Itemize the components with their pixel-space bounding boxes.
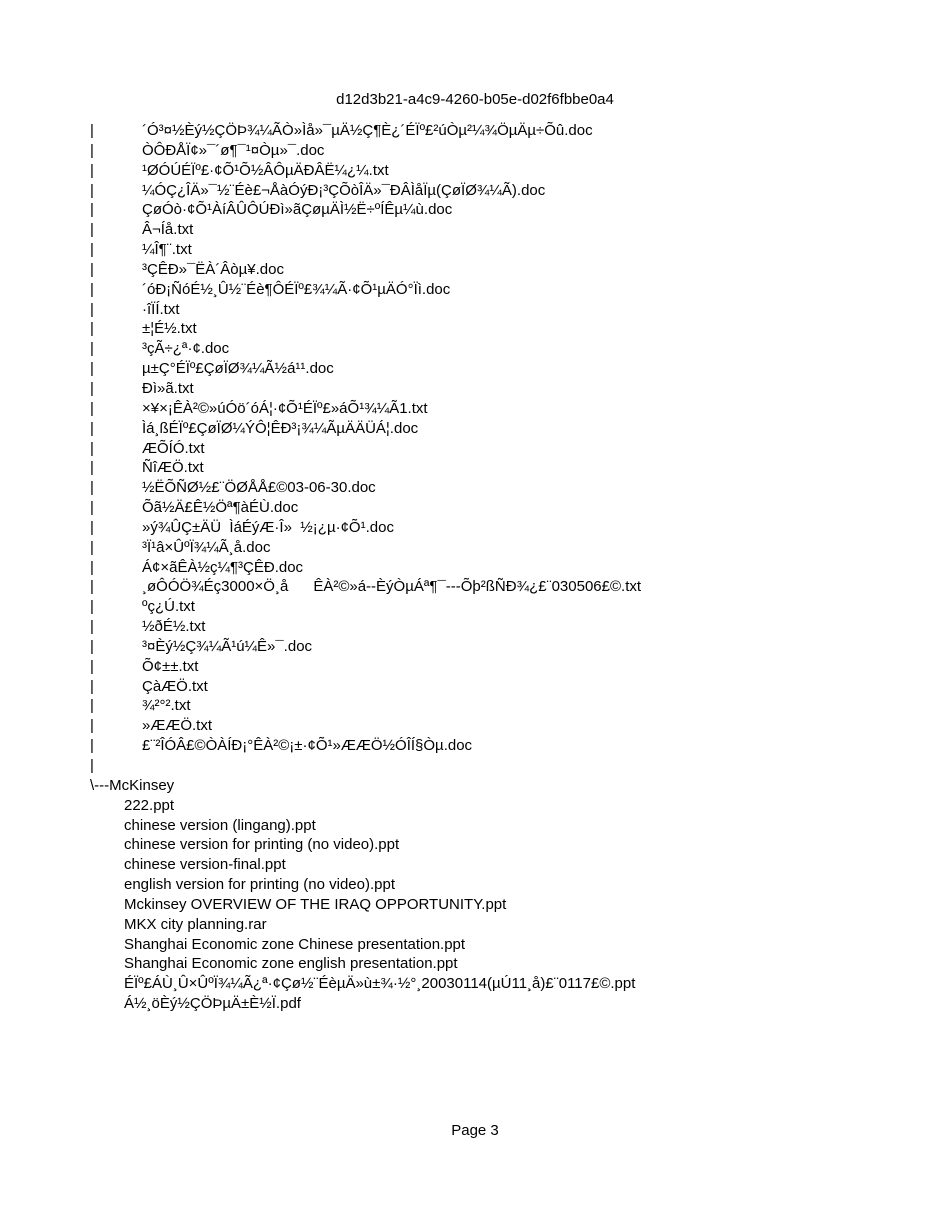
file-name: Â¬Íå.txt bbox=[142, 221, 194, 239]
tree-connector: | bbox=[90, 340, 94, 358]
file-row bbox=[0, 637, 950, 657]
file-row bbox=[0, 855, 950, 875]
file-name: ÉÏº£ÁÙ¸Û×ÛºÏ¾¼Ã¿ª·¢Çø½¨ÉèµÄ»ù±¾·½°¸20030114(µÚ11¸å)£¨0117£©.ppt bbox=[124, 975, 636, 993]
file-name: Ðì»ã.txt bbox=[142, 379, 194, 397]
file-name: »ý¾ÛÇ±ÄÜ ÌáÉýÆ·Î» ½¡¿µ·¢Õ¹.doc bbox=[142, 518, 394, 536]
file-row bbox=[0, 498, 950, 518]
file-row bbox=[0, 558, 950, 578]
file-name: ¼ÓÇ¿ÎÄ»¯½¨Éè£¬ÅàÓýÐ¡³ÇÕòÎÄ»¯ÐÂÌåÏµ(ÇøÏØ¾¼Ã).doc bbox=[142, 181, 546, 199]
file-name: ·îÏÍ.txt bbox=[142, 300, 180, 318]
tree-connector: | bbox=[90, 479, 94, 497]
file-row bbox=[0, 339, 950, 359]
file-row bbox=[0, 538, 950, 558]
tree-connector: | bbox=[90, 618, 94, 636]
file-name: ¸øÔÓÖ¾Éç3000×Ö¸å ÊÀ²©»á--ÈýÒµÁª¶¯---Õþ²ßÑÐ¾¿£¨030506£©.txt bbox=[142, 578, 642, 596]
file-row bbox=[0, 399, 950, 419]
file-row bbox=[0, 319, 950, 339]
file-name: chinese version-final.ppt bbox=[124, 856, 286, 874]
tree-connector: | bbox=[90, 499, 94, 517]
tree-connector: | bbox=[90, 280, 94, 298]
file-name: ×¥×¡ÊÀ²©»úÓö´óÁ¦·¢Õ¹ÉÏº£»áÕ¹¾¼Ã1.txt bbox=[142, 399, 428, 417]
file-row bbox=[0, 895, 950, 915]
file-row bbox=[0, 577, 950, 597]
file-row bbox=[0, 994, 950, 1014]
file-row bbox=[0, 458, 950, 478]
file-row bbox=[0, 716, 950, 736]
file-row bbox=[0, 835, 950, 855]
file-row bbox=[0, 359, 950, 379]
file-row bbox=[0, 478, 950, 498]
tree-connector: | bbox=[90, 181, 94, 199]
directory-name-mckinsey: \---McKinsey bbox=[90, 776, 175, 794]
tree-connector: | bbox=[90, 300, 94, 318]
file-name: Á¢×ãÊÀ½ç¼¶³ÇÊÐ.doc bbox=[142, 558, 304, 576]
tree-connector: | bbox=[90, 717, 94, 735]
file-name: £¨²ÎÓÂ£©ÒÀÍÐ¡°ÊÀ²©¡±·¢Õ¹»ÆÆÖ½ÓÎÍ§Òµ.doc bbox=[142, 737, 473, 755]
file-row bbox=[0, 379, 950, 399]
tree-connector: | bbox=[90, 260, 94, 278]
tree-connector: | bbox=[90, 737, 94, 755]
file-row bbox=[0, 518, 950, 538]
tree-connector: | bbox=[90, 141, 94, 159]
file-row bbox=[0, 954, 950, 974]
file-row bbox=[0, 439, 950, 459]
document-id-header: d12d3b21-a4c9-4260-b05e-d02f6fbbe0a4 bbox=[336, 91, 614, 108]
tree-connector: | bbox=[90, 122, 94, 139]
file-row bbox=[0, 300, 950, 320]
file-name: ³¤Èý½Ç¾¼Ã¹ú¼Ê»¯.doc bbox=[142, 637, 313, 655]
file-name: chinese version for printing (no video).ppt bbox=[124, 836, 400, 854]
file-row bbox=[0, 796, 950, 816]
file-row bbox=[0, 220, 950, 240]
file-row bbox=[0, 161, 950, 181]
file-row bbox=[0, 617, 950, 637]
file-row bbox=[0, 240, 950, 260]
tree-connector: | bbox=[90, 598, 94, 616]
file-name: Õ¢±±.txt bbox=[142, 657, 199, 675]
file-name: µ±Ç°ÉÏº£ÇøÏØ¾¼Ã½á¹¹.doc bbox=[142, 360, 334, 378]
file-row bbox=[0, 121, 950, 141]
file-row bbox=[0, 736, 950, 756]
file-row bbox=[0, 915, 950, 935]
file-tree-listing bbox=[0, 121, 950, 1014]
file-name: ±¦É½.txt bbox=[142, 320, 197, 338]
file-name: Shanghai Economic zone english presentation.ppt bbox=[124, 955, 458, 973]
file-row bbox=[0, 200, 950, 220]
tree-connector: | bbox=[90, 757, 94, 774]
file-row bbox=[0, 419, 950, 439]
directory-row bbox=[0, 776, 950, 796]
tree-connector: | bbox=[90, 399, 94, 417]
tree-connector: | bbox=[90, 379, 94, 397]
file-name: ¾²°².txt bbox=[142, 697, 191, 715]
file-row bbox=[0, 875, 950, 895]
file-row bbox=[0, 816, 950, 836]
tree-connector: | bbox=[90, 657, 94, 675]
file-name: ÑîÆÖ.txt bbox=[142, 459, 204, 477]
tree-connector: | bbox=[90, 161, 94, 179]
tree-connector: | bbox=[90, 518, 94, 536]
tree-connector: | bbox=[90, 459, 94, 477]
file-row bbox=[0, 974, 950, 994]
tree-connector: | bbox=[90, 360, 94, 378]
file-name: ¼Î¶¨.txt bbox=[142, 241, 192, 259]
tree-connector: | bbox=[90, 697, 94, 715]
tree-connector: | bbox=[90, 201, 94, 219]
file-name: MKX city planning.rar bbox=[124, 915, 267, 933]
file-name: ³çÃ÷¿ª·¢.doc bbox=[142, 340, 230, 358]
tree-connector: | bbox=[90, 241, 94, 259]
file-name: ´óÐ¡ÑóÉ½¸Û½¨Éè¶ÔÉÏº£¾¼Ã·¢Õ¹µÄÓ°Ïì.doc bbox=[142, 280, 451, 298]
tree-connector: | bbox=[90, 558, 94, 576]
file-name: ¹ØÓÚÉÏº£·¢Õ¹Õ½ÂÔµÄÐÂË¼¿¼.txt bbox=[142, 161, 389, 179]
tree-connector: | bbox=[90, 637, 94, 655]
file-name: ½ËÕÑØ½£¨ÖØÅÅ£©03-06-30.doc bbox=[142, 479, 376, 497]
file-name: chinese version (lingang).ppt bbox=[124, 816, 316, 834]
file-name: ³ÇÊÐ»¯ËÀ´Âòµ¥.doc bbox=[142, 260, 284, 278]
file-name: ÇàÆÖ.txt bbox=[142, 677, 208, 695]
tree-connector-row bbox=[0, 756, 950, 776]
file-name: Mckinsey OVERVIEW OF THE IRAQ OPPORTUNITY.ppt bbox=[124, 895, 507, 913]
page-number-footer: Page 3 bbox=[451, 1122, 499, 1139]
tree-connector: | bbox=[90, 538, 94, 556]
file-name: Á½¸öÈý½ÇÖÞµÄ±È½Ï.pdf bbox=[124, 995, 301, 1013]
tree-connector: | bbox=[90, 419, 94, 437]
tree-connector: | bbox=[90, 677, 94, 695]
file-name: ÒÔÐÅÏ¢»¯´ø¶¯¹¤Òµ»¯.doc bbox=[142, 141, 325, 159]
file-row bbox=[0, 677, 950, 697]
file-name: Shanghai Economic zone Chinese presentation.ppt bbox=[124, 935, 466, 953]
file-name: »ÆÆÖ.txt bbox=[142, 717, 213, 735]
tree-connector: | bbox=[90, 439, 94, 457]
file-name: english version for printing (no video).ppt bbox=[124, 876, 395, 894]
file-row bbox=[0, 696, 950, 716]
file-name: 222.ppt bbox=[124, 796, 175, 814]
file-row bbox=[0, 181, 950, 201]
file-name: ºç¿Ú.txt bbox=[142, 598, 195, 616]
file-name: Ìá¸ßÉÏº£ÇøÏØ¼ÝÔ¦ÊÐ³¡¾¼ÃµÄÄÜÁ¦.doc bbox=[142, 419, 419, 437]
tree-connector: | bbox=[90, 578, 94, 596]
file-name: ÇøÓò·¢Õ¹ÀíÂÛÔÚÐì»ãÇøµÄÌ½Ë÷ºÍÊµ¼ù.doc bbox=[142, 201, 453, 219]
file-name: ´Ó³¤½Èý½ÇÖÞ¾¼ÃÒ»Ìå»¯µÄ½Ç¶È¿´ÉÏº£²úÒµ²¼¾ÖµÄµ÷Õû.doc bbox=[142, 122, 593, 139]
tree-connector: | bbox=[90, 320, 94, 338]
file-row bbox=[0, 935, 950, 955]
file-name: Õã½Ä£Ê½Öª¶àÉÙ.doc bbox=[142, 499, 299, 517]
file-name: ½ðÉ½.txt bbox=[142, 618, 206, 636]
file-row bbox=[0, 141, 950, 161]
file-row bbox=[0, 597, 950, 617]
file-row bbox=[0, 280, 950, 300]
tree-connector: | bbox=[90, 221, 94, 239]
file-row bbox=[0, 260, 950, 280]
file-row bbox=[0, 657, 950, 677]
file-name: ³Ï¹â×ÛºÏ¾¼Ã¸å.doc bbox=[142, 538, 271, 556]
file-name: ÆÕÍÓ.txt bbox=[142, 439, 205, 457]
